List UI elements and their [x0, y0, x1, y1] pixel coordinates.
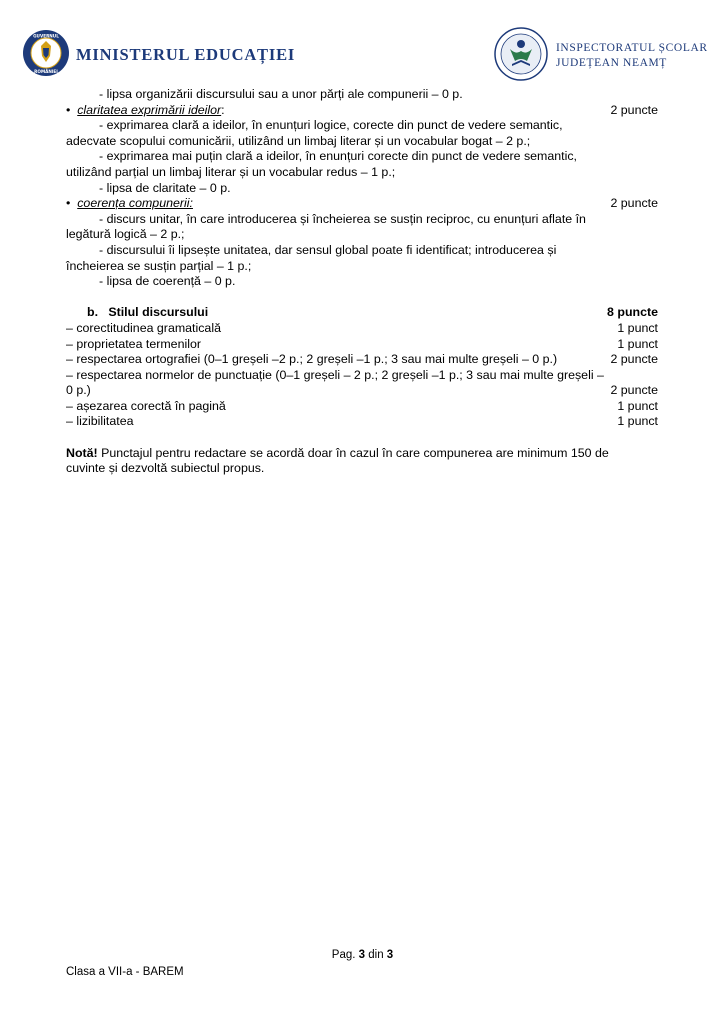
criterion-coherence-heading [66, 196, 658, 212]
page-prefix: Pag. [331, 949, 359, 961]
style-item [66, 399, 658, 415]
style-item-label: – respectarea ortografiei (0–1 greșeli –2 p.; 2 greșeli –1 p.; 3 sau mai multe greșeli – 0 p.) [66, 352, 558, 367]
page-total: 3 [386, 949, 394, 961]
criterion-label [66, 196, 193, 212]
section-b-points: 8 puncte [607, 305, 658, 320]
style-item [66, 321, 658, 337]
isj-line-2: JUDEȚEAN NEAMȚ [556, 57, 667, 69]
isj-neamt-logo [494, 27, 548, 81]
criterion-coherence-label: coerența compunerii: [77, 196, 193, 211]
style-item [66, 383, 658, 399]
style-item-label: – respectarea normelor de punctuație (0–1 greșeli – 2 p.; 2 greșeli –1 p.; 3 sau mai multe greșeli – [66, 367, 604, 382]
criterion-line: legătură logică – 2 p.; [66, 227, 185, 242]
criterion-line: adecvate scopului comunicării, utilizând un limbaj literar și un vocabular bogat – 2 p.; [66, 133, 531, 148]
isj-line-1: INSPECTORATUL ȘCOLAR [556, 42, 708, 54]
criterion-label [66, 103, 225, 119]
criterion-line: - discurs unitar, în care introducerea și încheierea se susțin reciproc, cu enunțuri aflate în [99, 211, 586, 226]
style-item-points: 1 punct [617, 336, 658, 351]
criterion-clarity-label: claritatea exprimării ideilor [77, 102, 222, 117]
style-item-label: – corectitudinea gramaticală [66, 320, 221, 335]
style-item-points: 1 punct [617, 414, 658, 429]
style-item-label: 0 p.) [66, 383, 91, 398]
style-item-label: – așezarea corectă în pagină [66, 398, 226, 413]
page-current: 3 [358, 949, 366, 961]
ministry-name: MINISTERUL EDUCAȚIEI [76, 45, 296, 64]
section-b-title: b. Stilul discursului [87, 305, 209, 320]
note-line: cuvinte și dezvoltă subiectul propus. [66, 461, 265, 476]
svg-text:GUVERNUL: GUVERNUL [33, 33, 59, 39]
isj-name [556, 41, 708, 71]
spacer [66, 290, 658, 306]
svg-text:ROMÂNIEI: ROMÂNIEI [34, 69, 58, 74]
criterion-line: încheierea se susțin parțial – 1 p.; [66, 258, 252, 273]
criterion-points: 2 puncte [610, 102, 658, 117]
section-b-heading [66, 305, 658, 321]
class-label: Clasa a VII-a - BAREM [66, 966, 184, 978]
note-label: Notă! [66, 445, 98, 460]
style-item [66, 337, 658, 353]
page-header [0, 0, 725, 90]
style-item-label: – lizibilitatea [66, 414, 134, 429]
criterion-line: - lipsa de coerență – 0 p. [99, 274, 236, 289]
note-line [66, 446, 658, 462]
criterion-points: 2 puncte [610, 196, 658, 211]
note-text: Punctajul pentru redactare se acordă doar în cazul în care compunerea are minimum 150 de [97, 445, 609, 460]
government-seal-logo [22, 29, 70, 77]
style-item [66, 352, 658, 368]
criterion-line: utilizând parțial un limbaj literar și un vocabular redus – 1 p.; [66, 164, 396, 179]
page-sep: din [365, 949, 387, 961]
style-item-points: 1 punct [617, 398, 658, 413]
criterion-line: - discursului îi lipsește unitatea, dar sensul global poate fi identificat; introducerea și [99, 242, 557, 257]
criterion-line: - lipsa de claritate – 0 p. [99, 180, 231, 195]
spacer [66, 430, 658, 446]
criterion-line: - exprimarea mai puțin clară a ideilor, în enunțuri corecte din punct de vedere semantic, [99, 149, 577, 164]
bullet: • [66, 102, 71, 117]
bullet: • [66, 196, 71, 211]
criterion-line: - lipsa organizării discursului sau a unor părți ale compunerii – 0 p. [99, 87, 463, 101]
style-item-points: 1 punct [617, 320, 658, 335]
style-item [66, 414, 658, 430]
style-item-points: 2 puncte [610, 383, 658, 398]
style-item-points: 2 puncte [610, 352, 658, 367]
criterion-line: - exprimarea clară a ideilor, în enunțuri logice, corecte din punct de vedere semantic, [99, 118, 563, 133]
criterion-colon: : [221, 102, 225, 117]
style-item-label: – proprietatea termenilor [66, 336, 201, 351]
page-number [0, 949, 725, 961]
barem-content [66, 87, 658, 477]
criterion-clarity-heading [66, 103, 658, 119]
